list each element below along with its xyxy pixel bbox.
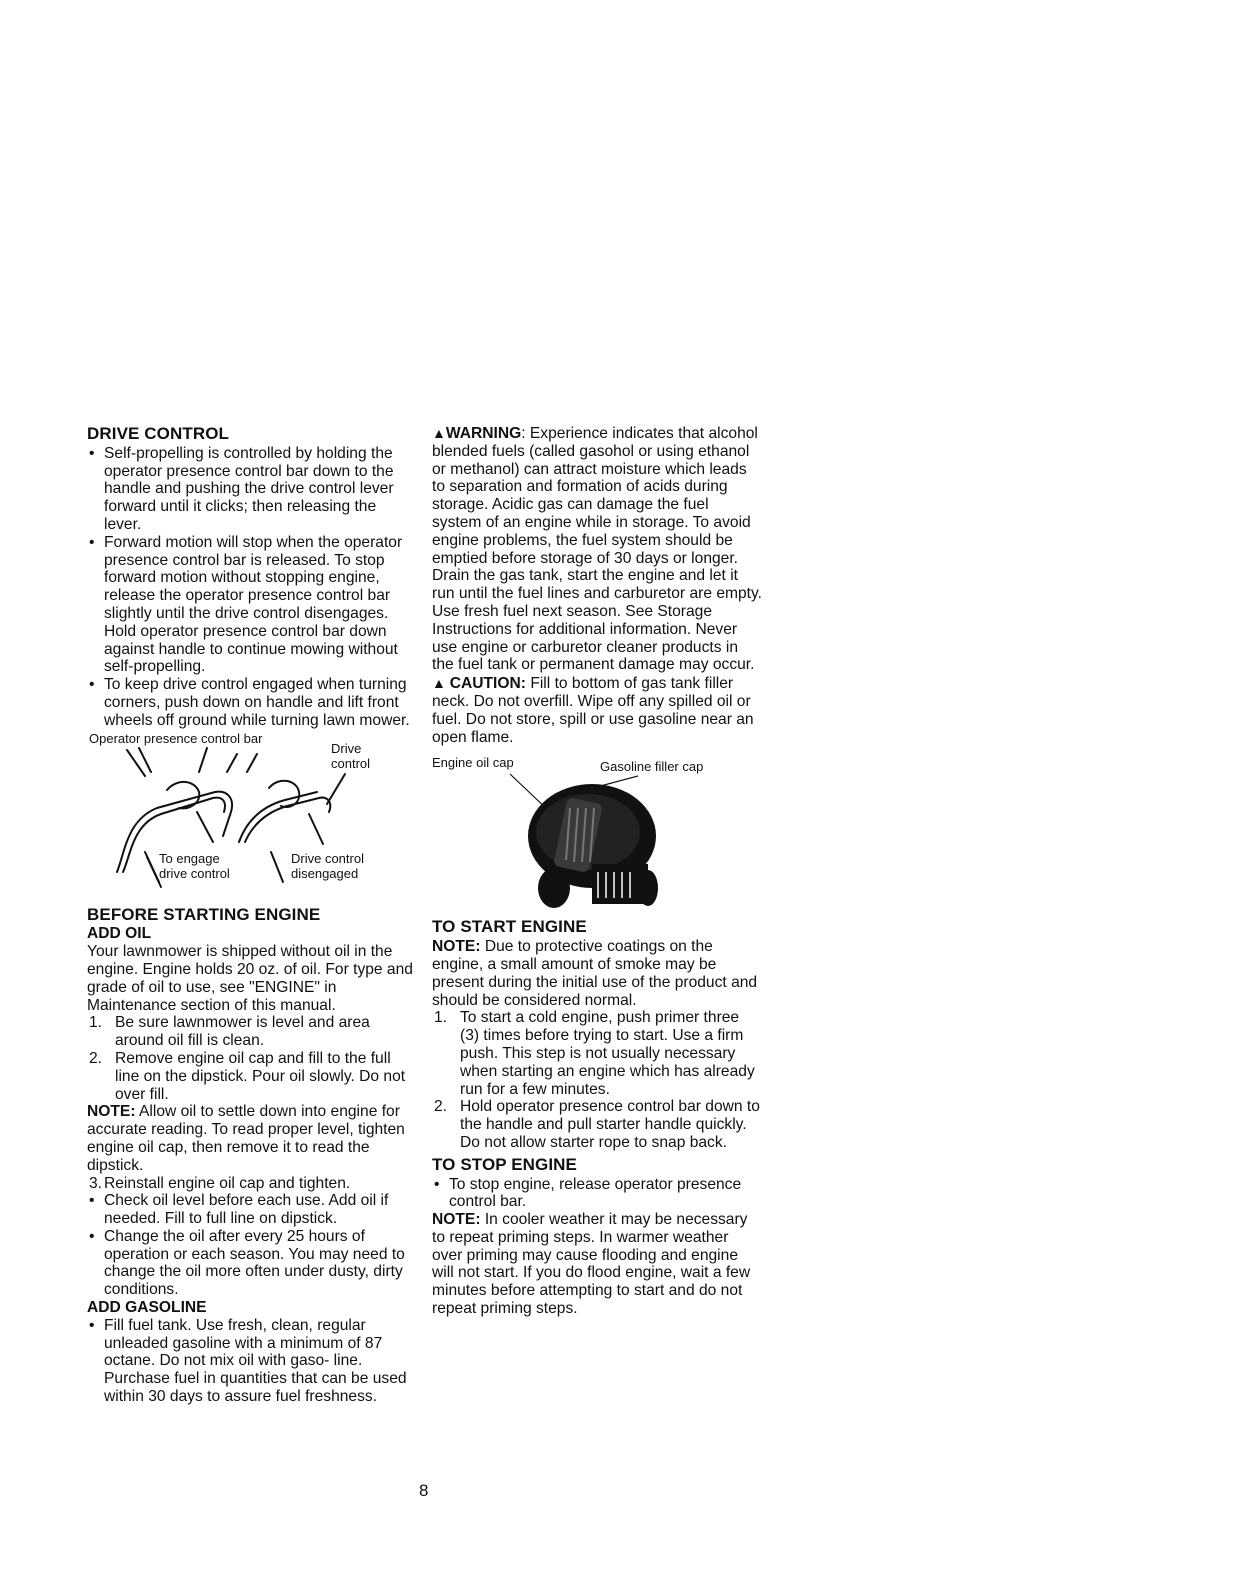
mower-handle-illustration: [87, 732, 417, 898]
drive-label-2: control: [331, 755, 371, 771]
step-number: 3.: [89, 1174, 103, 1192]
list-item: • To keep drive control engaged when turning corners, push down on handle and lift front wheels off ground while turning lawn mower.: [87, 676, 417, 729]
warning-icon: ▲: [432, 425, 446, 441]
stop-note: [432, 1211, 762, 1318]
start-note: [432, 938, 762, 1009]
engine-figure: [432, 756, 762, 916]
warning-label: WARNING: [445, 425, 522, 442]
add-oil-step-3: [87, 1175, 417, 1193]
list-item: [432, 1009, 762, 1098]
list-item: [87, 1050, 417, 1103]
engage-label-2: drive control: [159, 865, 230, 881]
page-number: 8: [419, 1481, 429, 1500]
note-text: In cooler weather it may be necessary to repeat priming steps. In warmer weather over priming may cause flooding and engine will not start. If you do flood engine, wait a few minutes before attempting to start and do not repeat priming steps.: [432, 1211, 751, 1318]
caution-label: CAUTION:: [449, 675, 526, 693]
engine-oil-cap-label: Engine oil cap: [432, 755, 514, 771]
start-steps: [432, 1009, 762, 1151]
caution-icon: ▲: [432, 675, 450, 692]
note-text: Due to protective coatings on the engine, a small amount of smoke may be present during the initial use of the product and should be considered normal.: [432, 938, 758, 1009]
list-item: [432, 1098, 762, 1151]
drive-control-list: [87, 445, 417, 730]
right-column: [432, 425, 762, 1318]
disengaged-label-2: disengaged: [291, 865, 359, 881]
gasoline-bullets: [87, 1317, 417, 1406]
add-oil-intro: Your lawnmower is shipped without oil in the engine. Engine holds 20 oz. of oil. For type and grade of oil to use, see "ENGINE" in Maintenance section of this manual.: [87, 943, 413, 1014]
note-text: Allow oil to settle down into engine for accurate reading. To read proper level, tighten engine oil cap, then remove it to read the dipstick.: [87, 1103, 405, 1174]
drive-label: Drive: [331, 740, 362, 756]
list-item: • Fill fuel tank. Use fresh, clean, regular unleaded gasoline with a minimum of 87 octane. Do not mix oil with gaso- line. Purchase fuel in quantities that can be used within 30 days to assure fuel freshness.: [87, 1317, 417, 1406]
step-number: 1.: [89, 1014, 103, 1032]
list-item: • Check oil level before each use. Add oil if needed. Fill to full line on dipstick.: [87, 1192, 417, 1228]
oil-note: [87, 1103, 417, 1174]
note-label: NOTE:: [87, 1103, 136, 1121]
warning-text: : Experience indicates that alcohol blended fuels (called gasohol or using ethanol or methanol) can attract moisture which leads to separation and formation of acids during storage. Acidic gas can damage the fuel system of an engine while in storage. To avoid engine problems, the fuel system should be emptied before storage of 30 days or longer. Drain the gas tank, start the engine and let it run until the fuel lines and carburetor are empty. Use fresh fuel next season. See Storage Instructions for additional information. Never use engine or carburetor cleaner products in the fuel tank or permanent damage may occur.: [432, 425, 762, 674]
step-number: 2.: [434, 1098, 448, 1116]
to-stop-heading: TO STOP ENGINE: [432, 1154, 577, 1174]
caution-paragraph: [432, 675, 762, 746]
list-item: • Change the oil after every 25 hours of operation or each season. You may need to change the oil more often under dusty, dirty conditions.: [87, 1228, 417, 1299]
warning-paragraph: [432, 425, 762, 674]
list-item: • Self-propelling is controlled by holding the operator presence control bar down to the handle and pushing the drive control lever forward until it clicks; then releasing the lever.: [87, 445, 417, 534]
list-item: • To stop engine, release operator presence control bar.: [432, 1176, 762, 1212]
gasoline-filler-cap-label: Gasoline filler cap: [600, 759, 704, 775]
add-oil-heading: ADD OIL: [87, 925, 152, 943]
drive-control-heading: DRIVE CONTROL: [87, 424, 230, 443]
note-label: NOTE:: [432, 1211, 481, 1229]
step-text: Reinstall engine oil cap and tighten.: [104, 1174, 351, 1192]
add-gasoline-heading: ADD GASOLINE: [87, 1299, 207, 1317]
add-oil-steps: [87, 1014, 417, 1103]
list-item: [87, 1175, 417, 1193]
engine-illustration: [432, 756, 762, 916]
step-number: 1.: [434, 1009, 448, 1027]
left-column: [87, 425, 417, 1406]
oil-bullets: [87, 1192, 417, 1299]
to-start-heading: TO START ENGINE: [432, 917, 587, 937]
list-item: [87, 1014, 417, 1050]
caution-text: Fill to bottom of gas tank filler neck. Do not overfill. Wipe off any spilled oil or fuel. Do not store, spill or use gasoline near an open flame.: [432, 675, 754, 746]
step-text: Remove engine oil cap and fill to the full line on the dipstick. Pour oil slowly. Do not over fill.: [115, 1049, 406, 1103]
step-text: To start a cold engine, push primer three (3) times before trying to start. Use a firm push. This step is not usually necessary when starting an engine which has already run for a few minutes.: [460, 1009, 755, 1098]
engage-label: To engage: [159, 850, 220, 866]
list-item: • Forward motion will stop when the operator presence control bar is released. To stop forward motion without stopping engine, release the operator presence control bar slightly until the drive control disengages. Hold operator presence control bar down against handle to continue mowing without self-propelling.: [87, 534, 417, 676]
note-label: NOTE:: [432, 938, 481, 956]
operator-bar-label: Operator presence control bar: [89, 730, 263, 746]
before-starting-heading: BEFORE STARTING ENGINE: [87, 904, 321, 924]
step-text: Hold operator presence control bar down to the handle and pull starter handle quickly. Do not allow starter rope to snap back.: [460, 1098, 760, 1151]
step-number: 2.: [89, 1049, 103, 1067]
drive-control-figure: [87, 732, 417, 898]
step-text: Be sure lawnmower is level and area around oil fill is clean.: [115, 1014, 370, 1050]
disengaged-label: Drive control: [291, 850, 364, 866]
stop-bullets: [432, 1176, 762, 1212]
